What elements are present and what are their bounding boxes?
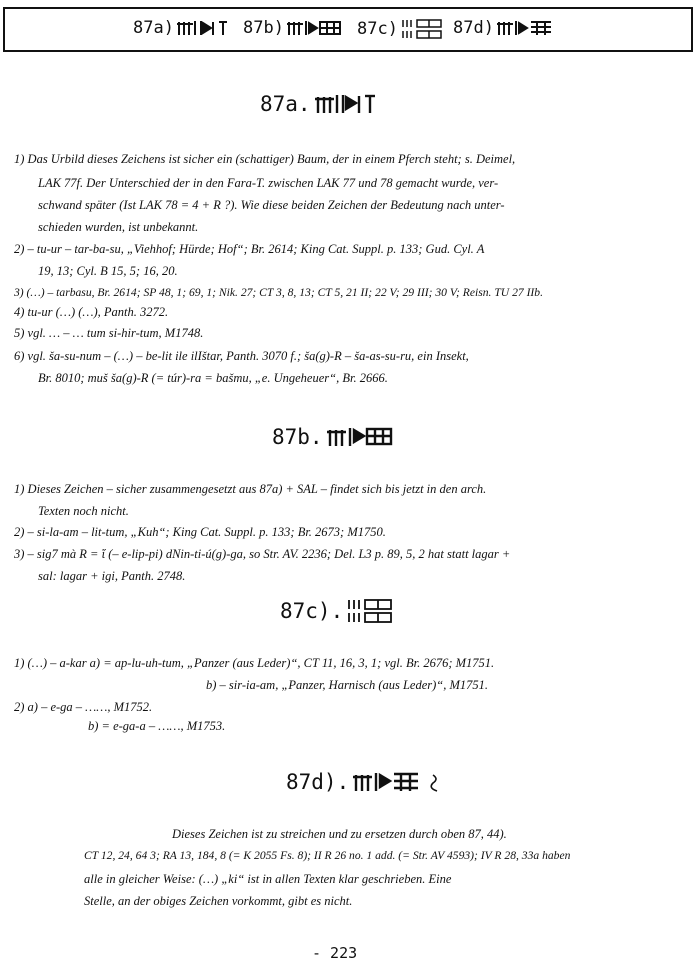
text-line: CT 12, 24, 64 3; RA 13, 184, 8 (= K 2055 Fs. 8); II R 26 no. 1 add. (= Str. AV 4593); IV R 28, 33a haben	[84, 849, 571, 862]
section-title-87b	[272, 425, 395, 449]
text-line: schwand später (Ist LAK 78 = 4 + R ?). Wie diese beiden Zeichen der Bedeutung nach unter-	[38, 198, 505, 212]
text-line: Texten noch nicht.	[38, 504, 129, 518]
text-line: 19, 13; Cyl. B 15, 5; 16, 20.	[38, 264, 178, 278]
text-line: 1) (…) – a-kar a) = ap-lu-uh-tum, „Panzer (aus Leder)“, CT 11, 16, 3, 1; vgl. Br. 2676; M1751.	[14, 656, 495, 670]
cuneiform-sign-87b-icon	[287, 19, 345, 37]
cuneiform-sign-87b-icon	[327, 426, 395, 448]
text-line: alle in gleicher Weise: (…) „ki“ ist in allen Texten klar geschrieben. Eine	[84, 872, 452, 886]
cuneiform-sign-87d-icon	[353, 771, 447, 793]
section-title-text: 87b.	[272, 425, 323, 449]
header-label: 87a)	[133, 18, 174, 38]
cuneiform-sign-87a-icon	[315, 93, 379, 115]
header-entry-87a	[133, 18, 231, 38]
section-title-text: 87a.	[260, 92, 311, 116]
cuneiform-sign-87d-icon	[497, 19, 555, 37]
header-label: 87c)	[357, 19, 398, 39]
section-title-87c	[280, 598, 395, 624]
section-title-87d	[286, 770, 447, 794]
text-line: LAK 77f. Der Unterschied der in den Fara-T. zwischen LAK 77 und 78 gemacht wurde, ver-	[38, 176, 499, 190]
header-box	[3, 7, 693, 52]
header-entry-87c	[357, 18, 445, 40]
text-line: 1) Das Urbild dieses Zeichens ist sicher ein (schattiger) Baum, der in einem Pferch steht; s. Deimel,	[14, 152, 516, 166]
text-line: Dieses Zeichen ist zu streichen und zu ersetzen durch oben 87, 44).	[172, 827, 507, 841]
text-line: 6) vgl. ša-su-num – (…) – be-lit ile ilIštar, Panth. 3070 f.; ša(g)-R – ša-as-su-ru, ein Insekt,	[14, 349, 469, 363]
header-entry-87d	[453, 18, 555, 38]
text-line: 2) – tu-ur – tar-ba-su, „Viehhof; Hürde; Hof“; Br. 2614; King Cat. Suppl. p. 133; Gud. Cyl. A	[14, 242, 485, 256]
cuneiform-sign-87c-icon	[347, 598, 395, 624]
text-line: 1) Dieses Zeichen – sicher zusammengesetzt aus 87a) + SAL – findet sich bis jetzt in den arch.	[14, 482, 487, 496]
text-line: Stelle, an der obiges Zeichen vorkommt, gibt es nicht.	[84, 894, 353, 908]
text-line: 5) vgl. … – … tum si-hir-tum, M1748.	[14, 326, 204, 340]
text-line: 2) a) – e-ga – ……, M1752.	[14, 700, 153, 714]
text-line: 3) (…) – tarbasu, Br. 2614; SP 48, 1; 69, 1; Nik. 27; CT 3, 8, 13; CT 5, 21 II; 22 V; 29 III; 30 V; Reisn. TU 27 IIb.	[14, 286, 543, 299]
section-title-text: 87d).	[286, 770, 350, 794]
text-line: schieden wurden, ist unbekannt.	[38, 220, 199, 234]
cuneiform-sign-87c-icon	[401, 18, 445, 40]
page-number: - 223	[312, 944, 358, 962]
section-title-87a	[260, 92, 379, 116]
text-line: sal: lagar + igi, Panth. 2748.	[38, 569, 186, 583]
text-line: b) – sir-ia-am, „Panzer, Harnisch (aus Leder)“, M1751.	[206, 678, 489, 692]
text-line: Br. 8010; muš ša(g)-R (= túr)-ra = bašmu, „e. Ungeheuer“, Br. 2666.	[38, 371, 388, 385]
header-label: 87d)	[453, 18, 494, 38]
header-label: 87b)	[243, 18, 284, 38]
text-line: 4) tu-ur (…) (…), Panth. 3272.	[14, 305, 169, 319]
text-line: 2) – si-la-am – lit-tum, „Kuh“; King Cat. Suppl. p. 133; Br. 2673; M1750.	[14, 525, 386, 539]
cuneiform-sign-87a-icon	[177, 19, 231, 37]
header-entry-87b	[243, 18, 345, 38]
section-title-text: 87c).	[280, 599, 344, 623]
text-line: 3) – sig7 mà R = ἵ (– e-lip-pi) dNin-ti-ú(g)-ga, so Str. AV. 2236; Del. L3 p. 89, 5, 2 hat statt lagar +	[14, 547, 511, 561]
text-line: b) = e-ga-a – ……, M1753.	[88, 719, 226, 733]
